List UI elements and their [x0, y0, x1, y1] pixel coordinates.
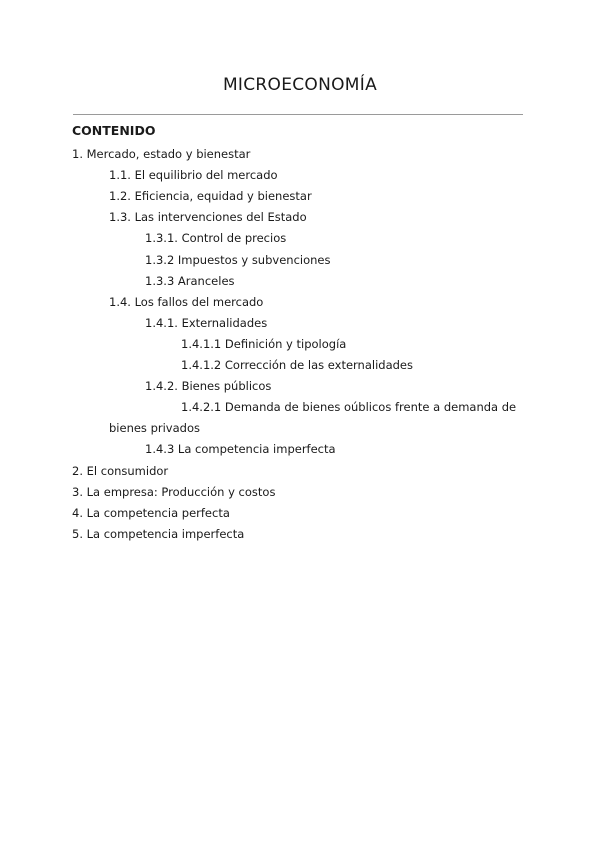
contents-heading: CONTENIDO — [72, 123, 156, 138]
toc-entry: 1.3.3 Aranceles — [145, 273, 235, 288]
toc-entry: 2. El consumidor — [72, 463, 169, 478]
toc-entry: 1.4.1.1 Definición y tipología — [181, 336, 347, 351]
toc-entry: 1.3.1. Control de precios — [145, 231, 287, 246]
toc-entry: bienes privados — [109, 421, 200, 436]
toc-entry: 3. La empresa: Producción y costos — [72, 484, 276, 499]
toc-entry: 1.4.1.2 Corrección de las externalidades — [181, 358, 413, 372]
toc-entry: 1. Mercado, estado y bienestar — [72, 147, 251, 161]
toc-entry: 5. La competencia imperfecta — [72, 526, 245, 541]
toc-entry: 1.4.2. Bienes públicos — [145, 379, 272, 394]
toc-entry: 1.4.2.1 Demanda de bienes oúblicos frente a demanda de — [181, 400, 517, 415]
title-divider — [73, 114, 523, 115]
document-title: MICROECONOMÍA — [222, 75, 378, 95]
toc-entry: 1.2. Eficiencia, equidad y bienestar — [109, 189, 312, 204]
toc-entry: 1.4.3 La competencia imperfecta — [145, 442, 336, 457]
toc-entry: 1.4. Los fallos del mercado — [109, 294, 264, 309]
toc-entry: 4. La competencia perfecta — [72, 505, 230, 520]
toc-entry: 1.3. Las intervenciones del Estado — [109, 210, 307, 225]
toc-entry: 1.4.1. Externalidades — [145, 315, 268, 330]
toc-entry: 1.3.2 Impuestos y subvenciones — [145, 252, 331, 267]
toc-entry: 1.1. El equilibrio del mercado — [109, 168, 278, 183]
